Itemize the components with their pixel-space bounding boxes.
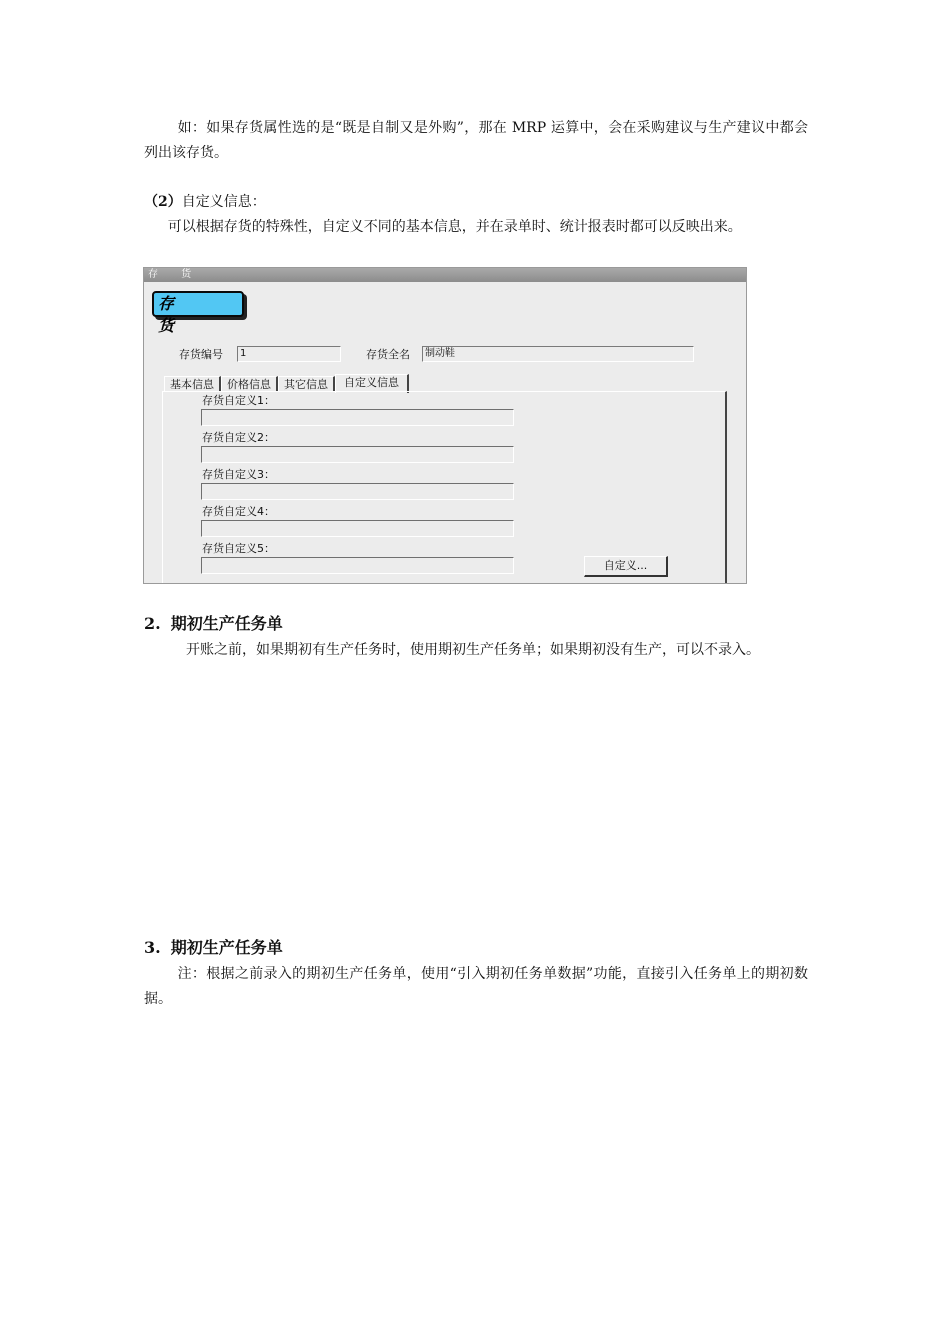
custom-field-3-input[interactable] bbox=[201, 483, 514, 500]
custom-field-4-input[interactable] bbox=[201, 520, 514, 537]
custom-field-5-input[interactable] bbox=[201, 557, 514, 574]
subheading-number: （2） bbox=[144, 194, 182, 210]
section-3-body: 注：根据之前录入的期初生产任务单，使用“引入期初任务单数据”功能，直接引入任务单上的期初数据。 bbox=[144, 966, 808, 1007]
window-titlebar: 存 货 bbox=[144, 268, 746, 282]
tab-other-info[interactable]: 其它信息 bbox=[278, 376, 335, 392]
full-name-input[interactable]: 制动鞋 bbox=[422, 346, 694, 362]
section-2-number: 2. bbox=[144, 614, 161, 633]
paragraph-mrp-note: 如：如果存货属性选的是“既是自制又是外购”，那在 MRP 运算中，会在采购建议与生产建议中都会列出该存货。 bbox=[144, 120, 808, 161]
code-input[interactable]: 1 bbox=[237, 346, 341, 362]
tab-basic-info[interactable]: 基本信息 bbox=[164, 376, 221, 392]
custom-field-3-label: 存货自定义3： bbox=[202, 468, 275, 481]
section-2-title: 期初生产任务单 bbox=[170, 614, 283, 633]
subheading-title: 自定义信息： bbox=[181, 194, 266, 210]
tab-strip bbox=[164, 374, 409, 391]
tab-custom-info[interactable]: 自定义信息 bbox=[335, 374, 409, 393]
custom-field-2-label: 存货自定义2： bbox=[202, 431, 275, 444]
subheading-custom-info bbox=[144, 190, 808, 215]
paragraph-custom-info: 可以根据存货的特殊性，自定义不同的基本信息，并在录单时、统计报表时都可以反映出来。 bbox=[167, 219, 742, 235]
code-label: 存货编号 bbox=[179, 348, 223, 361]
section-2-heading bbox=[144, 611, 283, 634]
section-3-title: 期初生产任务单 bbox=[170, 938, 283, 957]
section-3-heading bbox=[144, 935, 283, 958]
custom-field-1-input[interactable] bbox=[201, 409, 514, 426]
custom-field-2-input[interactable] bbox=[201, 446, 514, 463]
section-2-body: 开账之前，如果期初有生产任务时，使用期初生产任务单；如果期初没有生产，可以不录入。 bbox=[186, 642, 760, 658]
customize-button[interactable]: 自定义... bbox=[584, 556, 668, 577]
inventory-logo-badge: 存 货 bbox=[152, 291, 244, 317]
custom-field-5-label: 存货自定义5： bbox=[202, 542, 275, 555]
full-name-label: 存货全名 bbox=[366, 348, 410, 361]
tab-price-info[interactable]: 价格信息 bbox=[221, 376, 278, 392]
custom-field-1-label: 存货自定义1： bbox=[202, 394, 275, 407]
section-3-number: 3. bbox=[144, 938, 161, 957]
custom-field-4-label: 存货自定义4： bbox=[202, 505, 275, 518]
inventory-window bbox=[143, 267, 747, 584]
